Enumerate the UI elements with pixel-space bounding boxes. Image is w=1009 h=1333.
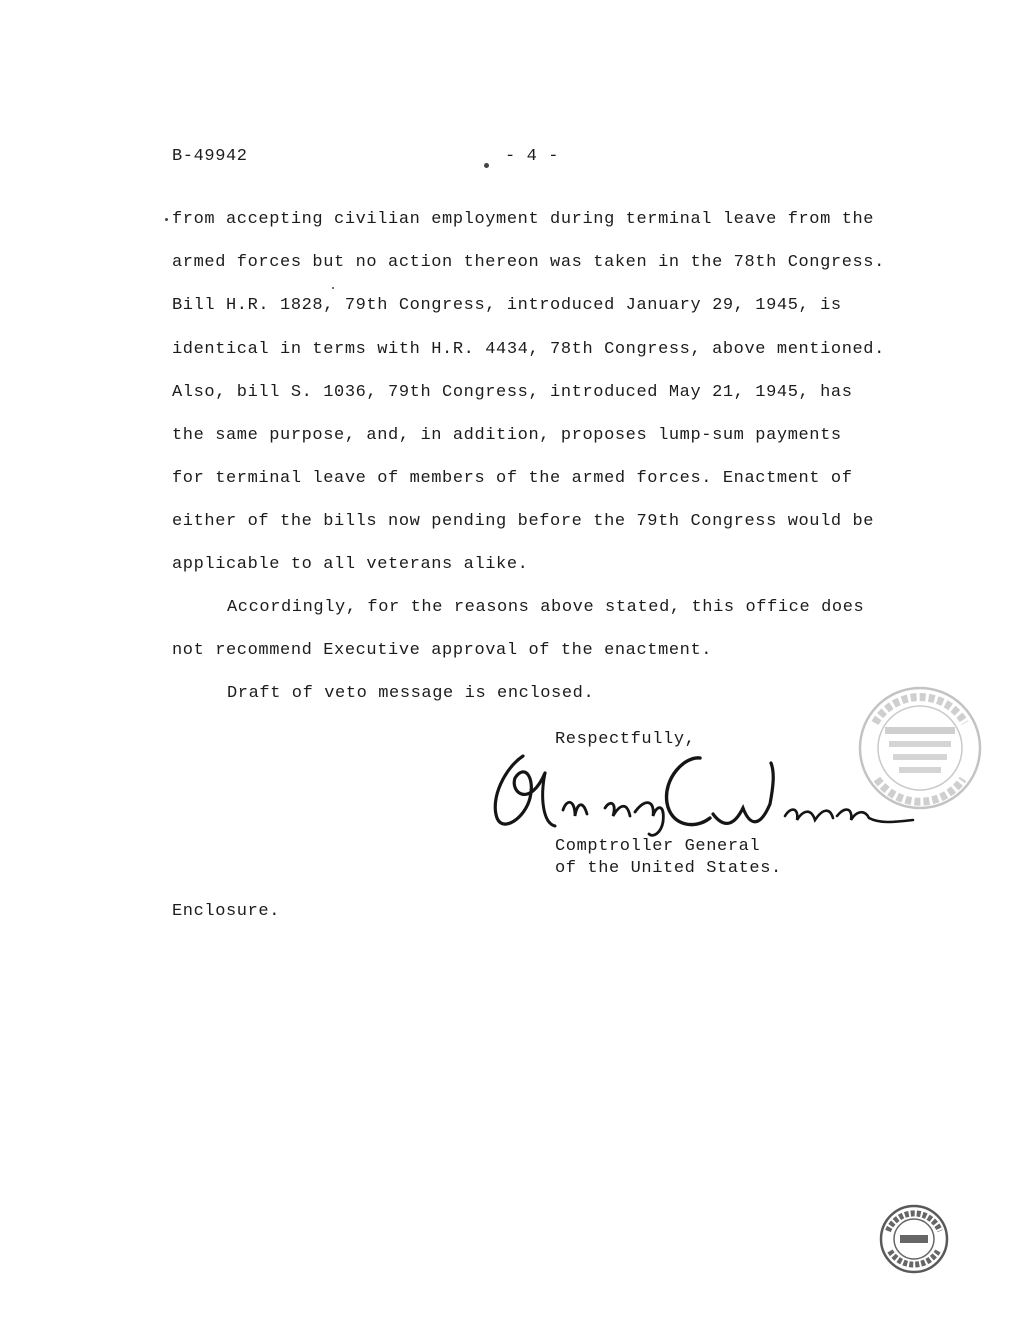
reference-number: B-49942	[172, 147, 248, 166]
paragraph-2-line: not recommend Executive approval of the enactment.	[172, 641, 713, 660]
body-line: armed forces but no action thereon was taken in the 78th Congress.	[172, 253, 885, 272]
signatory-title: Comptroller General	[555, 837, 761, 856]
body-line: the same purpose, and, in addition, proposes lump-sum payments	[172, 426, 842, 445]
handwritten-signature	[485, 738, 915, 848]
page-number: - 4 -	[505, 147, 560, 166]
body-line: Also, bill S. 1036, 79th Congress, introduced May 21, 1945, has	[172, 383, 853, 402]
ink-speck	[332, 287, 334, 289]
body-line: identical in terms with H.R. 4434, 78th Congress, above mentioned.	[172, 340, 885, 359]
body-line: for terminal leave of members of the armed forces. Enactment of	[172, 469, 853, 488]
body-line: Bill H.R. 1828, 79th Congress, introduced January 29, 1945, is	[172, 296, 842, 315]
signatory-title: of the United States.	[555, 859, 782, 878]
ink-speck	[165, 218, 168, 221]
paragraph-2-line: Accordingly, for the reasons above stated, this office does	[227, 598, 865, 617]
paragraph-3: Draft of veto message is enclosed.	[227, 684, 595, 703]
body-line: either of the bills now pending before the 79th Congress would be	[172, 512, 875, 531]
nara-stamp	[878, 1203, 950, 1275]
enclosure-note: Enclosure.	[172, 902, 281, 921]
body-line: applicable to all veterans alike.	[172, 555, 529, 574]
salutation: Respectfully,	[555, 730, 696, 749]
library-seal-stamp	[855, 683, 985, 813]
body-line: from accepting civilian employment during terminal leave from the	[172, 210, 875, 229]
ink-speck	[484, 163, 489, 168]
